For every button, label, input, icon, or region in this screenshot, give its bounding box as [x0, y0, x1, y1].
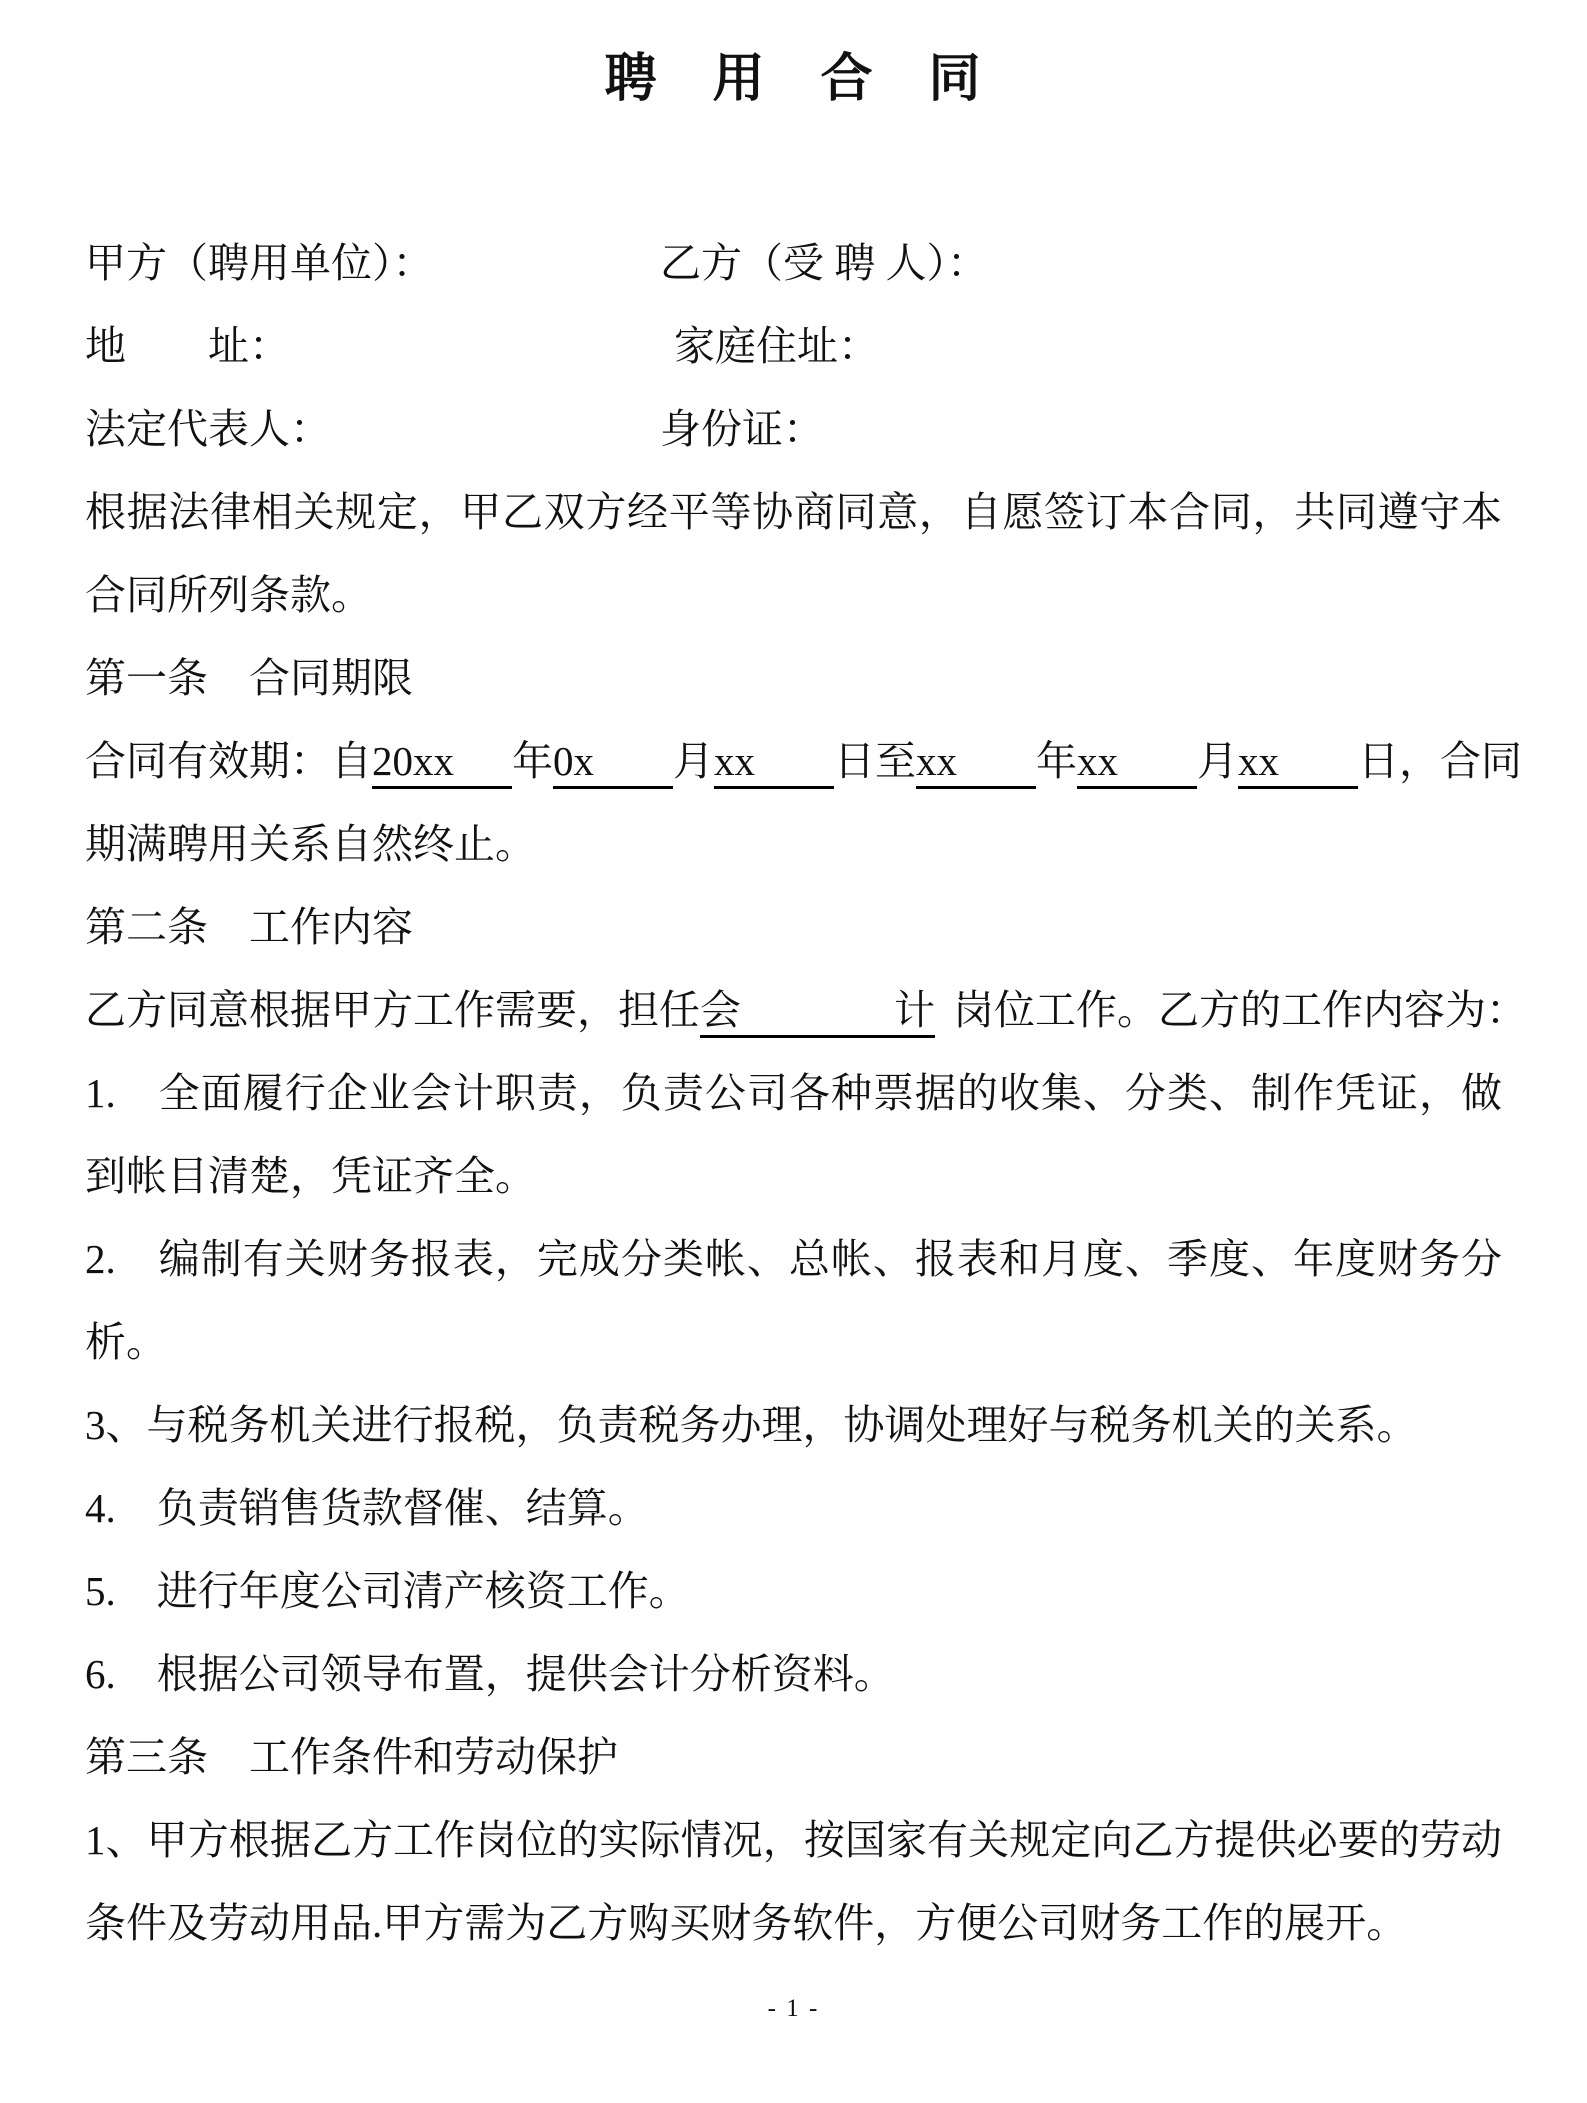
term-year-label: 年 — [512, 738, 553, 784]
term-blank-day-to: xx — [1238, 737, 1358, 789]
term-blank-year-to: xx — [916, 737, 1036, 789]
work-item-2-line-2: 析。 — [85, 1319, 167, 1365]
article-2-heading: 第二条 工作内容 — [85, 904, 413, 950]
term-blank-month-from: 0x — [553, 737, 673, 789]
address-label: 地 址： — [85, 323, 290, 369]
preamble-line-2: 合同所列条款。 — [85, 572, 372, 618]
work-item-5: 5. 进行年度公司清产核资工作。 — [85, 1568, 690, 1614]
work-item-2-line-1: 2. 编制有关财务报表，完成分类帐、总帐、报表和月度、季度、年度财务分 — [85, 1236, 1502, 1282]
work-item-1-line-2: 到帐目清楚，凭证齐全。 — [85, 1153, 536, 1199]
term-tail: 日，合同 — [1358, 738, 1522, 784]
term-blank-day-from: xx — [714, 737, 834, 789]
header-row-representative — [85, 388, 1502, 471]
home-address-label: 家庭住址： — [674, 323, 879, 369]
contract-term-line — [85, 720, 1522, 803]
work-item-3: 3、与税务机关进行报税，负责税务办理，协调处理好与税务机关的关系。 — [85, 1402, 1418, 1448]
article-3-line-2: 条件及劳动用品.甲方需为乙方购买财务软件，方便公司财务工作的展开。 — [85, 1900, 1408, 1946]
position-line — [85, 969, 1527, 1052]
work-item-6: 6. 根据公司领导布置，提供会计分析资料。 — [85, 1651, 895, 1697]
term-year-to-label: 年 — [1036, 738, 1077, 784]
page-title: 聘 用 合 同 — [604, 51, 983, 108]
work-item-4: 4. 负责销售货款督催、结算。 — [85, 1485, 649, 1531]
term-month-label: 月 — [673, 738, 714, 784]
position-suffix: 岗位工作。乙方的工作内容为： — [953, 987, 1527, 1033]
document-body — [85, 222, 1527, 1965]
party-b-label: 乙方（受 聘 人）： — [660, 240, 988, 286]
position-blank: 会计 — [700, 986, 935, 1038]
legal-rep-label: 法定代表人： — [85, 406, 331, 452]
term-prefix: 合同有效期：自 — [85, 738, 372, 784]
term-blank-year-from: 20xx — [372, 737, 512, 789]
term-day-to-label: 日至 — [834, 738, 916, 784]
work-item-1-line-1: 1. 全面履行企业会计职责，负责公司各种票据的收集、分类、制作凭证，做 — [85, 1070, 1502, 1116]
page-number: - 1 - — [767, 1995, 820, 2022]
article-1-heading: 第一条 合同期限 — [85, 655, 413, 701]
position-prefix: 乙方同意根据甲方工作需要，担任 — [85, 987, 700, 1033]
id-card-label: 身份证： — [660, 406, 824, 452]
header-row-parties — [85, 222, 1502, 305]
contract-term-continuation: 期满聘用关系自然终止。 — [85, 821, 536, 867]
term-blank-month-to: xx — [1077, 737, 1197, 789]
party-a-label: 甲方（聘用单位）： — [85, 240, 434, 286]
term-month-to-label: 月 — [1197, 738, 1238, 784]
article-3-heading: 第三条 工作条件和劳动保护 — [85, 1734, 618, 1780]
preamble-line-1: 根据法律相关规定，甲乙双方经平等协商同意，自愿签订本合同，共同遵守本 — [85, 489, 1502, 535]
header-row-address — [85, 305, 1502, 388]
article-3-line-1: 1、甲方根据乙方工作岗位的实际情况，按国家有关规定向乙方提供必要的劳动 — [85, 1817, 1502, 1863]
